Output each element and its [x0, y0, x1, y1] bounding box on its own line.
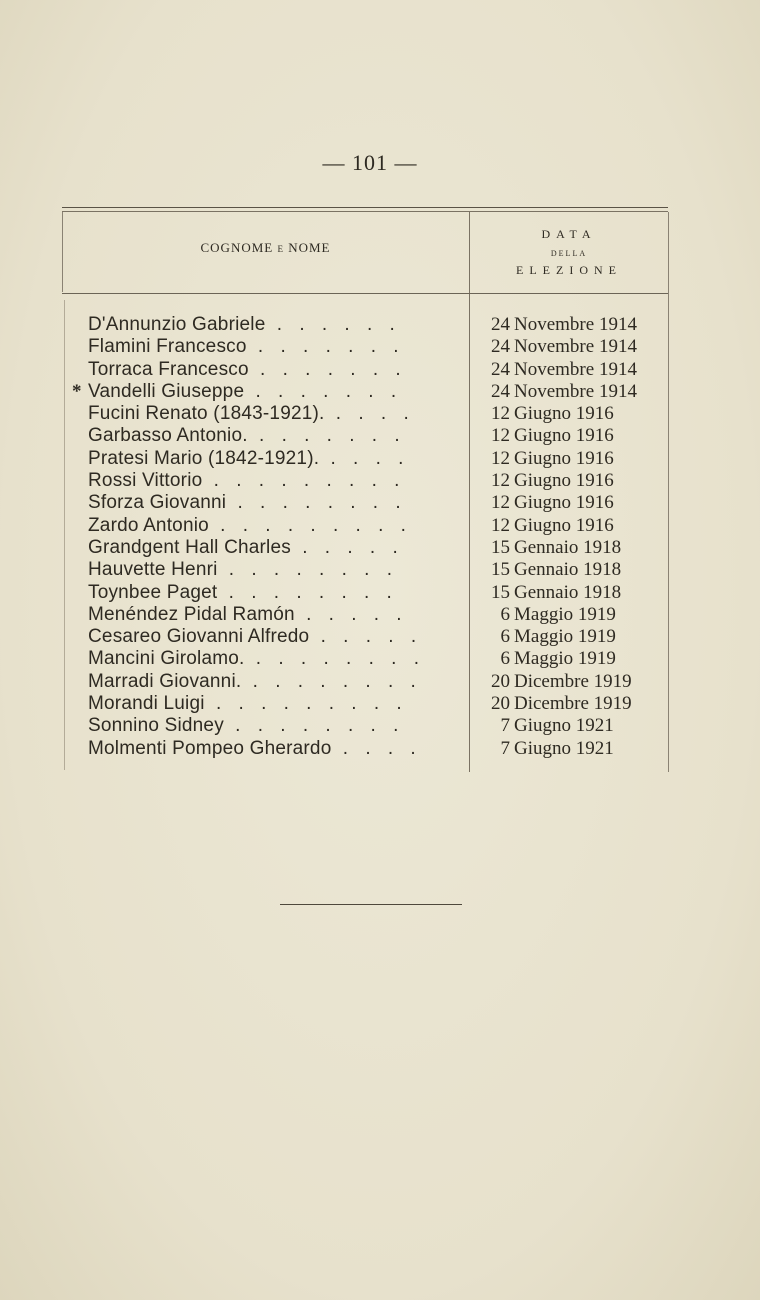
member-name	[88, 582, 458, 604]
election-date	[480, 359, 666, 381]
table-row	[0, 582, 760, 604]
leader-dots: . . . .	[319, 447, 410, 469]
header-date-line2: DELLA	[550, 249, 588, 258]
election-month-year: Giugno 1916	[514, 403, 614, 425]
leader-dots: . . . . . . . . .	[202, 470, 406, 492]
member-name-text: Pratesi Mario (1842-1921).	[88, 447, 320, 469]
election-date	[480, 604, 666, 626]
election-date	[480, 314, 666, 336]
leader-dots: . . . . . . . .	[217, 581, 398, 603]
election-date	[480, 448, 666, 470]
member-name-text: Garbasso Antonio.	[88, 425, 248, 447]
member-name-text: Menéndez Pidal Ramón	[88, 603, 295, 625]
header-date-line3: ELEZIONE	[516, 263, 622, 277]
leader-dots: . . . .	[324, 403, 415, 425]
member-name	[88, 515, 458, 537]
table-row	[0, 626, 760, 648]
member-name-text: Zardo Antonio	[88, 514, 209, 536]
election-day: 12	[491, 492, 510, 514]
closing-rule	[280, 904, 462, 905]
election-day: 20	[491, 670, 510, 692]
election-month-year: Giugno 1921	[514, 715, 614, 737]
member-name	[88, 448, 458, 470]
table-row	[0, 336, 760, 358]
table-row	[0, 381, 760, 403]
leader-dots: . . . . .	[309, 626, 423, 648]
election-day: 7	[500, 737, 510, 759]
table-row	[0, 537, 760, 559]
election-month-year: Giugno 1921	[514, 737, 614, 759]
election-day: 24	[491, 336, 510, 358]
table-row	[0, 693, 760, 715]
leader-dots: . . . . . . . .	[226, 492, 407, 514]
election-month-year: Maggio 1919	[514, 603, 616, 625]
election-date	[480, 537, 666, 559]
election-date	[480, 470, 666, 492]
election-date	[480, 626, 666, 648]
election-day: 24	[491, 358, 510, 380]
election-date	[480, 559, 666, 581]
table-row	[0, 359, 760, 381]
table-row	[0, 448, 760, 470]
election-month-year: Giugno 1916	[514, 492, 614, 514]
election-month-year: Giugno 1916	[514, 470, 614, 492]
election-day: 12	[491, 403, 510, 425]
election-month-year: Maggio 1919	[514, 626, 616, 648]
election-date	[480, 693, 666, 715]
leader-dots: . . . . . . . .	[223, 715, 405, 737]
table-top-rule-inner	[62, 211, 668, 212]
election-date	[480, 738, 666, 760]
member-name	[88, 648, 458, 670]
member-name-text: Flamini Francesco	[88, 336, 247, 358]
election-month-year: Dicembre 1919	[514, 693, 632, 715]
member-name	[88, 470, 458, 492]
election-day: 12	[491, 447, 510, 469]
table-row	[0, 515, 760, 537]
member-name	[88, 537, 458, 559]
member-name	[88, 738, 458, 760]
member-name	[88, 403, 458, 425]
member-name-text: D'Annunzio Gabriele	[88, 314, 266, 335]
leader-dots: . . . .	[331, 737, 422, 759]
table-row	[0, 715, 760, 737]
election-day: 15	[491, 581, 510, 603]
member-name	[88, 336, 458, 358]
leader-dots: . . . . . . .	[248, 358, 407, 380]
asterisk-mark: *	[72, 380, 82, 402]
election-month-year: Novembre 1914	[514, 336, 637, 358]
election-month-year: Novembre 1914	[514, 314, 637, 335]
leader-dots: . . . . . . . . .	[208, 514, 412, 536]
election-date	[480, 403, 666, 425]
member-name	[88, 693, 458, 715]
table-row	[0, 470, 760, 492]
member-name-text: Hauvette Henri	[88, 559, 218, 581]
leader-dots: . . . . . . . .	[241, 670, 422, 692]
table-row	[0, 738, 760, 760]
leader-dots: . . . . . . .	[244, 380, 403, 402]
election-month-year: Gennaio 1918	[514, 536, 622, 558]
member-list	[0, 314, 760, 760]
member-name	[88, 359, 458, 381]
election-date	[480, 582, 666, 604]
member-name	[88, 425, 458, 447]
member-name-text: Sonnino Sidney	[88, 715, 224, 737]
election-day: 20	[491, 693, 510, 715]
member-name-text: Morandi Luigi	[88, 693, 205, 715]
election-month-year: Gennaio 1918	[514, 559, 622, 581]
election-month-year: Novembre 1914	[514, 358, 637, 380]
election-month-year: Giugno 1916	[514, 447, 614, 469]
member-name-text: Molmenti Pompeo Gherardo	[88, 737, 332, 759]
election-day: 15	[491, 559, 510, 581]
table-row	[0, 403, 760, 425]
election-date	[480, 515, 666, 537]
table-row	[0, 492, 760, 514]
election-day: 12	[491, 470, 510, 492]
election-day: 6	[500, 648, 510, 670]
election-day: 12	[491, 425, 510, 447]
member-name-text: Rossi Vittorio	[88, 470, 203, 492]
member-name-text: Cesareo Giovanni Alfredo	[88, 626, 310, 648]
page-number: — 101 —	[322, 150, 418, 175]
header-name-column: COGNOME e NOME	[200, 240, 331, 255]
member-name-text: Mancini Girolamo.	[88, 648, 245, 670]
election-date	[480, 648, 666, 670]
election-day: 6	[500, 626, 510, 648]
table-row	[0, 425, 760, 447]
election-month-year: Dicembre 1919	[514, 670, 632, 692]
election-month-year: Maggio 1919	[514, 648, 616, 670]
leader-dots: . . . . .	[294, 603, 408, 625]
member-name-text: Fucini Renato (1843-1921).	[88, 403, 325, 425]
election-day: 7	[500, 715, 510, 737]
election-day: 24	[491, 314, 510, 335]
leader-dots: . . . . . . . .	[217, 559, 398, 581]
election-day: 15	[491, 536, 510, 558]
member-name	[88, 715, 458, 737]
member-name-text: Torraca Francesco	[88, 358, 249, 380]
table-row	[0, 559, 760, 581]
member-name	[88, 671, 458, 693]
leader-dots: . . . . . . .	[247, 425, 406, 447]
leader-dots: . . . . . . .	[246, 336, 405, 358]
member-name-text: Sforza Giovanni	[88, 492, 227, 514]
leader-dots: . . . . . . . .	[244, 648, 425, 670]
election-date	[480, 492, 666, 514]
election-date	[480, 425, 666, 447]
election-day: 6	[500, 603, 510, 625]
election-date	[480, 381, 666, 403]
member-name-text: Vandelli Giuseppe	[88, 380, 245, 402]
election-day: 12	[491, 514, 510, 536]
member-name	[88, 604, 458, 626]
table-row	[0, 604, 760, 626]
leader-dots: . . . . .	[290, 536, 404, 558]
table-row	[0, 671, 760, 693]
election-month-year: Novembre 1914	[514, 380, 637, 402]
header-bottom-rule	[62, 293, 668, 294]
header-date-line1: DATA	[541, 227, 597, 241]
leader-dots: . . . . . . . . .	[204, 693, 408, 715]
election-date	[480, 671, 666, 693]
member-name	[88, 314, 458, 336]
election-date	[480, 336, 666, 358]
member-name-text: Grandgent Hall Charles	[88, 536, 291, 558]
member-name-text: Marradi Giovanni.	[88, 670, 242, 692]
election-day: 24	[491, 380, 510, 402]
leader-dots: . . . . . .	[265, 314, 401, 335]
election-month-year: Giugno 1916	[514, 514, 614, 536]
table-row	[0, 314, 760, 336]
table-top-rule	[62, 207, 668, 208]
election-date	[480, 715, 666, 737]
member-name	[88, 626, 458, 648]
table-row	[0, 648, 760, 670]
election-month-year: Giugno 1916	[514, 425, 614, 447]
member-name	[88, 381, 458, 403]
member-name	[88, 559, 458, 581]
member-name-text: Toynbee Paget	[88, 581, 218, 603]
member-name	[88, 492, 458, 514]
election-month-year: Gennaio 1918	[514, 581, 622, 603]
